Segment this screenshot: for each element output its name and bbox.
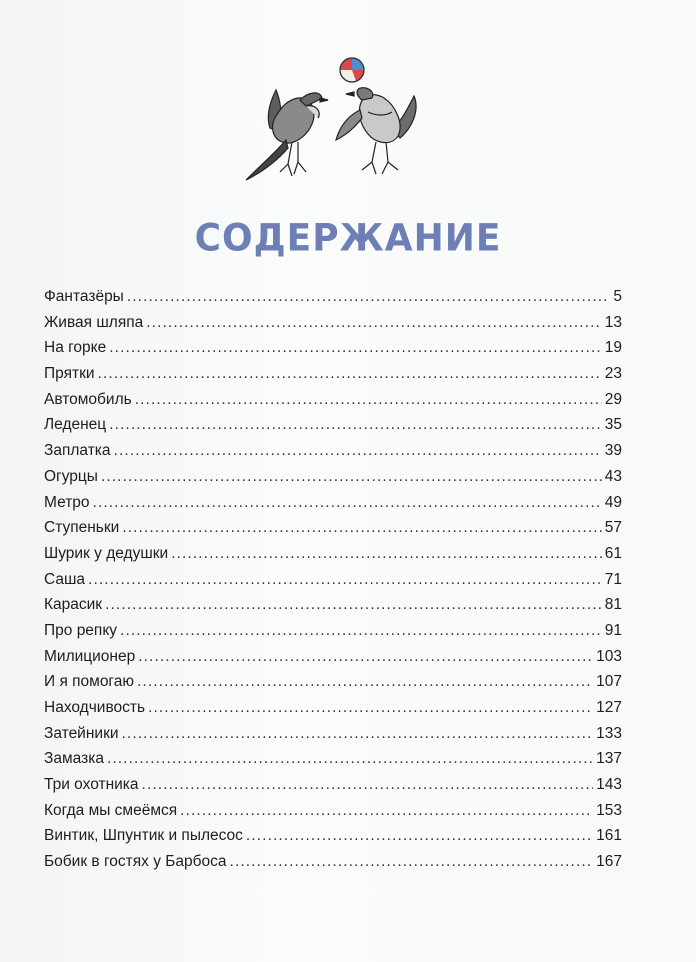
toc-dot-leader xyxy=(101,464,602,490)
toc-entry[interactable] xyxy=(44,335,622,361)
toc-entry-page-number: 137 xyxy=(596,750,622,768)
toc-dot-leader xyxy=(138,644,593,670)
toc-entry-page-number: 43 xyxy=(604,467,622,485)
page-title: СОДЕРЖАНИЕ xyxy=(194,216,502,261)
toc-dot-leader xyxy=(98,361,602,387)
toc-entry-title: Бобик в гостях у Барбоса xyxy=(44,853,227,871)
toc-entry[interactable] xyxy=(44,284,622,310)
toc-entry-title: Живая шляпа xyxy=(44,313,144,331)
toc-entry-title: Леденец xyxy=(44,416,107,434)
toc-entry[interactable] xyxy=(44,669,622,695)
toc-dot-leader xyxy=(171,541,602,567)
toc-entry[interactable] xyxy=(44,490,622,516)
toc-entry[interactable] xyxy=(44,772,622,798)
toc-entry-title: И я помогаю xyxy=(44,673,134,691)
toc-entry-title: Винтик, Шпунтик и пылесос xyxy=(44,827,243,845)
toc-entry-page-number: 81 xyxy=(604,596,622,614)
toc-dot-leader xyxy=(109,335,602,361)
toc-entry[interactable] xyxy=(44,361,622,387)
toc-entry[interactable] xyxy=(44,849,622,875)
toc-entry-page-number: 23 xyxy=(604,365,622,383)
toc-dot-leader xyxy=(109,412,602,438)
toc-dot-leader xyxy=(142,772,594,798)
toc-entry-page-number: 91 xyxy=(604,621,622,639)
toc-entry[interactable] xyxy=(44,746,622,772)
toc-dot-leader xyxy=(107,746,593,772)
toc-entry-title: Ступеньки xyxy=(44,519,120,537)
toc-entry[interactable] xyxy=(44,438,622,464)
toc-entry-page-number: 29 xyxy=(604,390,622,408)
toc-dot-leader xyxy=(127,284,609,310)
toc-entry[interactable] xyxy=(44,798,622,824)
toc-entry-title: Метро xyxy=(44,493,90,511)
toc-entry-title: Фантазёры xyxy=(44,288,124,305)
toc-entry[interactable] xyxy=(44,695,622,721)
toc-entry-title: На горке xyxy=(44,339,107,357)
toc-entry-page-number: 5 xyxy=(613,288,622,305)
toc-entry-page-number: 57 xyxy=(604,519,622,537)
toc-entry-page-number: 161 xyxy=(596,827,622,845)
ball-icon xyxy=(340,58,364,82)
toc-entry-page-number: 71 xyxy=(604,570,622,588)
toc-entry[interactable] xyxy=(44,387,622,413)
toc-entry-title: Находчивость xyxy=(44,699,146,716)
toc-entry-title: Когда мы смеёмся xyxy=(44,801,178,819)
toc-entry[interactable] xyxy=(44,541,622,567)
toc-entry-title: Шурик у дедушки xyxy=(44,544,169,562)
toc-entry-title: Прятки xyxy=(44,365,95,383)
toc-entry-title: Карасик xyxy=(44,596,103,614)
toc-entry[interactable] xyxy=(44,412,622,438)
toc-entry-page-number: 153 xyxy=(596,801,622,819)
toc-entry-page-number: 107 xyxy=(596,673,622,691)
toc-entry-page-number: 35 xyxy=(604,416,622,434)
toc-entry-title: Замазка xyxy=(44,750,104,768)
toc-entry-title: Огурцы xyxy=(44,467,98,485)
toc-entry[interactable] xyxy=(44,721,622,747)
left-sparrow-icon xyxy=(246,90,328,180)
toc-dot-leader xyxy=(120,618,602,644)
toc-entry-page-number: 143 xyxy=(596,776,622,794)
toc-entry-title: Затейники xyxy=(44,724,119,742)
toc-entry-title: Про репку xyxy=(44,621,118,639)
toc-entry-page-number: 49 xyxy=(604,493,622,511)
toc-dot-leader xyxy=(180,798,593,824)
right-sparrow-icon xyxy=(336,88,416,174)
toc-entry[interactable] xyxy=(44,618,622,644)
toc-dot-leader xyxy=(137,669,593,695)
toc-dot-leader xyxy=(135,387,602,413)
toc-dot-leader xyxy=(246,823,593,849)
toc-entry-title: Заплатка xyxy=(44,442,111,460)
toc-entry[interactable] xyxy=(44,592,622,618)
toc-entry[interactable] xyxy=(44,464,622,490)
toc-dot-leader xyxy=(230,849,594,875)
toc-dot-leader xyxy=(88,567,602,593)
toc-entry[interactable] xyxy=(44,310,622,336)
toc-entry-page-number: 61 xyxy=(604,544,622,562)
toc-entry[interactable] xyxy=(44,567,622,593)
toc-entry-page-number: 103 xyxy=(596,647,622,665)
toc-entry[interactable] xyxy=(44,823,622,849)
toc-entry[interactable] xyxy=(44,644,622,670)
toc-dot-leader xyxy=(114,438,602,464)
toc-entry-title: Милиционер xyxy=(44,647,136,665)
toc-dot-leader xyxy=(148,695,593,721)
toc-dot-leader xyxy=(146,310,602,336)
toc-entry-title: Саша xyxy=(44,570,86,588)
two-sparrows-with-ball-illustration xyxy=(236,54,426,194)
toc-entry-page-number: 19 xyxy=(604,339,622,357)
toc-entry-page-number: 127 xyxy=(596,699,622,716)
toc-dot-leader xyxy=(105,592,602,618)
toc-entry-page-number: 39 xyxy=(604,442,622,460)
toc-entry-title: Три охотника xyxy=(44,776,139,794)
toc-dot-leader xyxy=(122,515,601,541)
toc-entry-page-number: 13 xyxy=(604,313,622,331)
toc-dot-leader xyxy=(122,721,594,747)
toc-dot-leader xyxy=(93,490,602,516)
toc-entry-page-number: 133 xyxy=(596,724,622,742)
toc-entry[interactable] xyxy=(44,515,622,541)
toc-entry-title: Автомобиль xyxy=(44,390,132,408)
toc-entry-page-number: 167 xyxy=(596,853,622,871)
table-of-contents xyxy=(44,284,622,875)
